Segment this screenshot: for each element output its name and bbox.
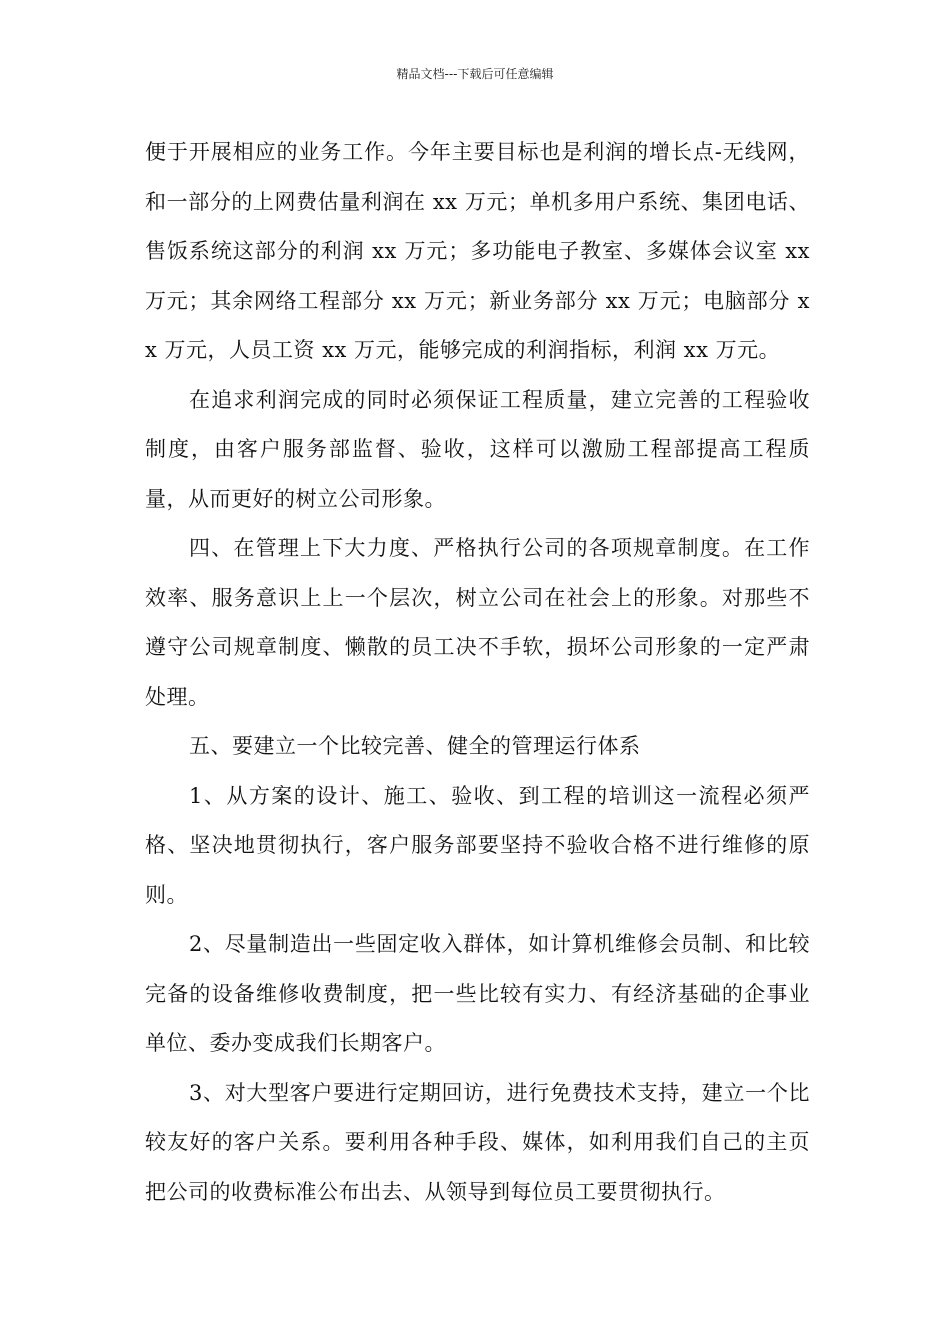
paragraph-profit-targets: 便于开展相应的业务工作。今年主要目标也是利润的增长点-无线网，和一部分的上网费估量利润在 xx 万元；单机多用户系统、集团电话、售饭系统这部分的利润 xx 万元；多功能电子教室、多媒体会议室 xx 万元；其余网络工程部分 xx 万元；新业务部分 xx 万元；电脑部分 xx 万元，人员工资 xx 万元，能够完成的利润指标，利润 xx 万元。 (145, 140, 810, 362)
page-header: 精品文档---下载后可任意编辑 (396, 67, 554, 81)
paragraph-section-four: 四、在管理上下大力度、严格执行公司的各项规章制度。在工作效率、服务意识上上一个层次，树立公司在社会上的形象。对那些不遵守公司规章制度、懒散的员工决不手软，损坏公司形象的一定严肃处理。 (145, 536, 810, 709)
document-body (145, 128, 810, 1217)
list-item-3: 3、对大型客户要进行定期回访，进行免费技术支持，建立一个比较友好的客户关系。要利用各种手段、媒体，如利用我们自己的主页把公司的收费标准公布出去、从领导到每位员工要贯彻执行。 (145, 1080, 810, 1204)
section-five-heading: 五、要建立一个比较完善、健全的管理运行体系 (189, 734, 641, 758)
list-item-1: 1、从方案的设计、施工、验收、到工程的培训这一流程必须严格、坚决地贯彻执行，客户服务部要坚持不验收合格不进行维修的原则。 (145, 783, 810, 907)
list-item-2: 2、尽量制造出一些固定收入群体，如计算机维修会员制、和比较完备的设备维修收费制度，把一些比较有实力、有经济基础的企事业单位、委办变成我们长期客户。 (145, 932, 810, 1055)
paragraph-quality: 在追求利润完成的同时必须保证工程质量，建立完善的工程验收制度，由客户服务部监督、验收，这样可以激励工程部提高工程质量，从而更好的树立公司形象。 (145, 387, 810, 511)
